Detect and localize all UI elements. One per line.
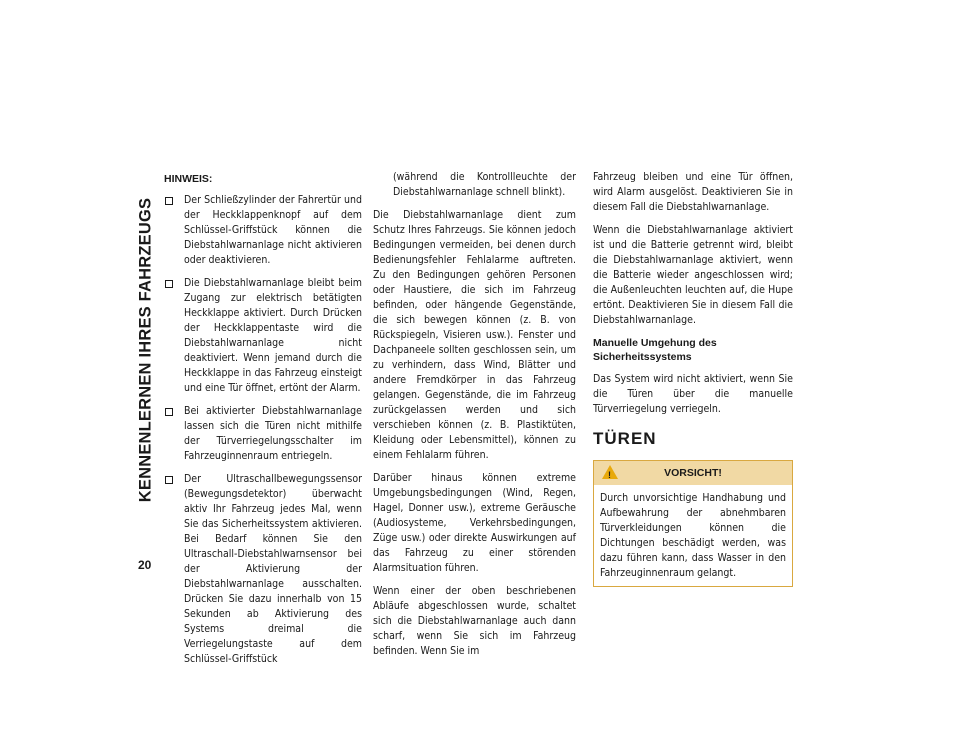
checkbox-bullet-icon	[165, 280, 173, 288]
column-3	[593, 170, 793, 587]
section-side-title-text: KENNENLERNEN IHRES FAHRZEUGS	[136, 197, 155, 503]
warning-triangle-icon: !	[602, 465, 618, 479]
note-bullet-item: Die Diebstahlwarnanlage bleibt beim Zugang zur elektrisch betätigten Heckklappe aktiviert. Durch Drücken der Heckklappentaste wird die Diebstahlwarnanlage nicht deaktiviert. Wenn jemand durch die Heckklappe in das Fahrzeug einsteigt und eine Tür öffnet, ertönt der Alarm.	[164, 276, 362, 396]
section-side-title	[136, 150, 156, 550]
body-paragraph: Fahrzeug bleiben und eine Tür öffnen, wird Alarm ausgelöst. Deaktivieren Sie in diesem Fall die Diebstahlwarnanlage.	[593, 171, 793, 213]
note-bullet-item: Bei aktivierter Diebstahlwarnanlage lassen sich die Türen nicht mithilfe der Türverriegelungsschalter im Fahrzeuginnenraum entriegeln.	[164, 404, 362, 464]
column-1	[164, 172, 362, 675]
note-label: HINWEIS:	[164, 173, 213, 185]
body-paragraph: Die Diebstahlwarnanlage dient zum Schutz Ihres Fahrzeugs. Sie können jedoch Bedingungen vermeiden, bei denen durch Bedienungsfehler Fehlalarme auftreten. Zu den Bedingungen gehören Personen oder Haustiere, die sich im Fahrzeug befinden, oder hängende Gegenstände, die sich bewegen können (z. B. von Rückspiegeln, Visieren usw.). Fenster und Dachpaneele sollten geschlossen sein, um zu verhindern, dass Wind, Blätter und andere Fremdkörper in das Fahrzeug gelangen. Gegenstände, die im Fahrzeug zurückgelassen werden und sich verschieben können (z. B. Plastiktüten, Kleidung oder Lebensmittel), können zu einem Fehlalarm führen.	[373, 209, 576, 461]
caution-text: Durch unvorsichtige Handhabung und Aufbewahrung der abnehmbaren Türverkleidungen können die Dichtungen beschädigt werden, was dazu führen kann, dass Wasser in den Fahrzeuginnenraum gelangt.	[600, 492, 786, 579]
body-paragraph: Darüber hinaus können extreme Umgebungsbedingungen (Wind, Regen, Hagel, Donner usw.), extreme Geräusche (Audiosysteme, Verkehrsbedingungen, Züge usw.) oder direkte Auswirkungen auf das Fahrzeug zu einer störenden Alarmsituation führen.	[373, 472, 576, 574]
note-bullet-item: Der Ultraschallbewegungssensor (Bewegungsdetektor) überwacht aktiv Ihr Fahrzeug jedes Mal, wenn Sie das Sicherheitssystem aktivieren. Bei Bedarf können Sie den Ultraschall-Diebstahlwarnsensor bei der Aktivierung der Diebstahlwarnanlage ausschalten. Drücken Sie dazu innerhalb von 15 Sekunden ab Aktivierung des Systems dreimal die Verriegelungstaste auf dem Schlüssel-Griffstück	[164, 472, 362, 667]
checkbox-bullet-icon	[165, 197, 173, 205]
subheading: Manuelle Umgehung des Sicherheitssystems	[593, 337, 717, 363]
body-paragraph: Wenn einer der oben beschriebenen Abläufe abgeschlossen wurde, schaltet sich die Diebstahlwarnanlage auch dann scharf, wenn Sie sich im Fahrzeug befinden. Wenn Sie im	[373, 585, 576, 657]
page-number: 20	[138, 558, 152, 572]
caution-box	[593, 460, 793, 587]
body-paragraph: Wenn die Diebstahlwarnanlage aktiviert ist und die Batterie getrennt wird, bleibt die Diebstahlwarnanlage aktiviert, wenn die Batterie wieder angeschlossen wird; die Außenleuchten leuchten auf, die Hupe ertönt. Deaktivieren Sie in diesem Fall die Diebstahlwarnanlage.	[593, 224, 793, 326]
caution-title: VORSICHT!	[664, 466, 722, 479]
note-bullet-item: Der Schließzylinder der Fahrertür und der Heckklappenknopf auf dem Schlüssel-Griffstück können die Diebstahlwarnanlage nicht aktivieren oder deaktivieren.	[164, 193, 362, 268]
bullet-continuation: (während die Kontrollleuchte der Diebstahlwarnanlage schnell blinkt).	[393, 171, 576, 198]
checkbox-bullet-icon	[165, 408, 173, 416]
note-bullet-list	[164, 193, 362, 667]
section-heading: TÜREN	[593, 429, 657, 448]
body-paragraph: Das System wird nicht aktiviert, wenn Sie die Türen über die manuelle Türverriegelung verriegeln.	[593, 373, 793, 415]
caution-header	[594, 461, 792, 485]
column-2	[373, 170, 576, 667]
checkbox-bullet-icon	[165, 476, 173, 484]
